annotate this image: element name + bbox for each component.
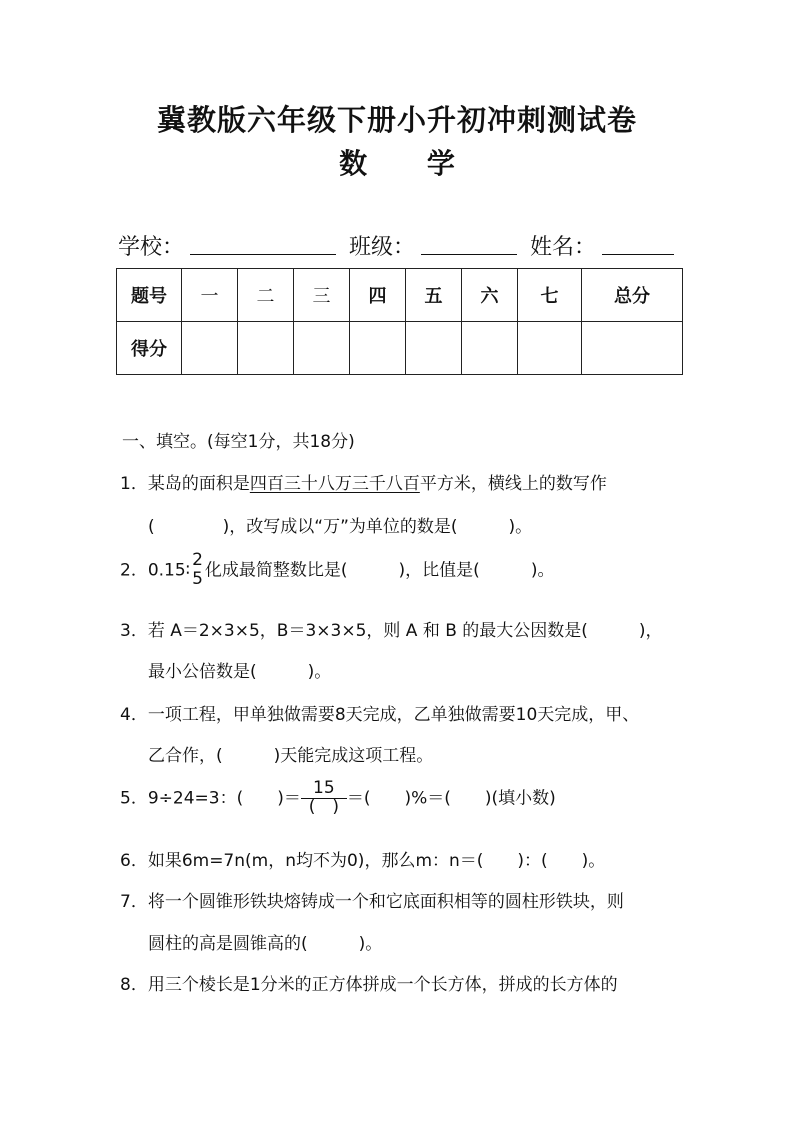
question-4-line-2: 乙合作，( )天能完成这项工程。 [148,746,434,766]
student-info-row [118,224,688,260]
q5-fraction [301,780,347,817]
score-cell-5[interactable] [406,322,462,375]
exam-title: 冀教版六年级下册小升初冲刺测试卷 [156,103,637,137]
score-row-label: 得分 [117,322,182,375]
score-cell-2[interactable] [238,322,294,375]
question-7-line-1: 7．将一个圆锥形铁块熔铸成一个和它底面积相等的圆柱形铁块，则 [120,892,624,912]
score-cell-total[interactable] [582,322,683,375]
school-blank-line[interactable] [190,254,336,255]
question-1-line-2: ( )，改写成以“万”为单位的数是( )。 [148,517,533,537]
question-number-row [117,269,683,322]
q2-text-b: 化成最简整数比是( )，比值是( )。 [204,560,555,581]
header-cell-4: 四 [350,269,406,322]
q1-text-b: 平方米，横线上的数写作 [419,474,607,494]
question-5 [120,780,556,817]
subject-char-1: 数 [339,147,368,180]
score-cell-6[interactable] [462,322,518,375]
header-cell-6: 六 [462,269,518,322]
question-7-line-2: 圆柱的高是圆锥高的( )。 [148,934,383,954]
score-table [116,268,683,375]
section-1-heading: 一、填空。(每空1分，共18分) [122,432,355,452]
q2-text-a: 2．0.15∶ [120,560,191,581]
class-label: 班级： [349,235,416,260]
header-cell-7: 七 [518,269,582,322]
q1-underlined-number: 四百三十八万三千八百 [249,474,420,494]
score-cell-7[interactable] [518,322,582,375]
score-cell-3[interactable] [294,322,350,375]
q5-fraction-numerator: 15 [313,778,335,798]
header-cell-2: 二 [238,269,294,322]
q5-fraction-denominator: ( ) [301,798,347,817]
header-cell-1: 一 [182,269,238,322]
q5-text-a: 5．9÷24=3：( )＝ [120,788,301,809]
q5-text-b: ＝( )%＝( )(填小数) [346,788,556,809]
header-cell-3: 三 [294,269,350,322]
header-cell-5: 五 [406,269,462,322]
question-3-line-1: 3．若 A＝2×3×5，B＝3×3×5，则 A 和 B 的最大公因数是( )， [120,621,663,641]
q2-fraction-denominator: 5 [192,568,203,589]
class-blank-line[interactable] [421,254,517,255]
score-row [117,322,683,375]
name-label: 姓名： [530,235,597,260]
question-3-line-2: 最小公倍数是( )。 [148,662,332,682]
subject-char-2: 学 [426,147,455,180]
name-blank-line[interactable] [602,254,674,255]
question-6: 6．如果6m=7n(m，n均不为0)，那么m：n＝( )：( )。 [120,851,606,871]
school-label: 学校： [118,235,185,260]
q2-fraction [190,552,205,589]
subject-title [0,142,794,182]
header-cell-total: 总分 [582,269,683,322]
q1-text-a: 1．某岛的面积是 [120,474,250,494]
question-8-line-1: 8．用三个棱长是1分米的正方体拼成一个长方体，拼成的长方体的 [120,975,618,995]
question-1-line-1 [120,469,607,494]
question-2 [120,552,554,589]
score-cell-1[interactable] [182,322,238,375]
q2-fraction-numerator: 2 [192,550,203,570]
header-cell-label: 题号 [117,269,182,322]
question-4-line-1: 4．一项工程，甲单独做需要8天完成，乙单独做需要10天完成，甲、 [120,705,640,725]
score-cell-4[interactable] [350,322,406,375]
